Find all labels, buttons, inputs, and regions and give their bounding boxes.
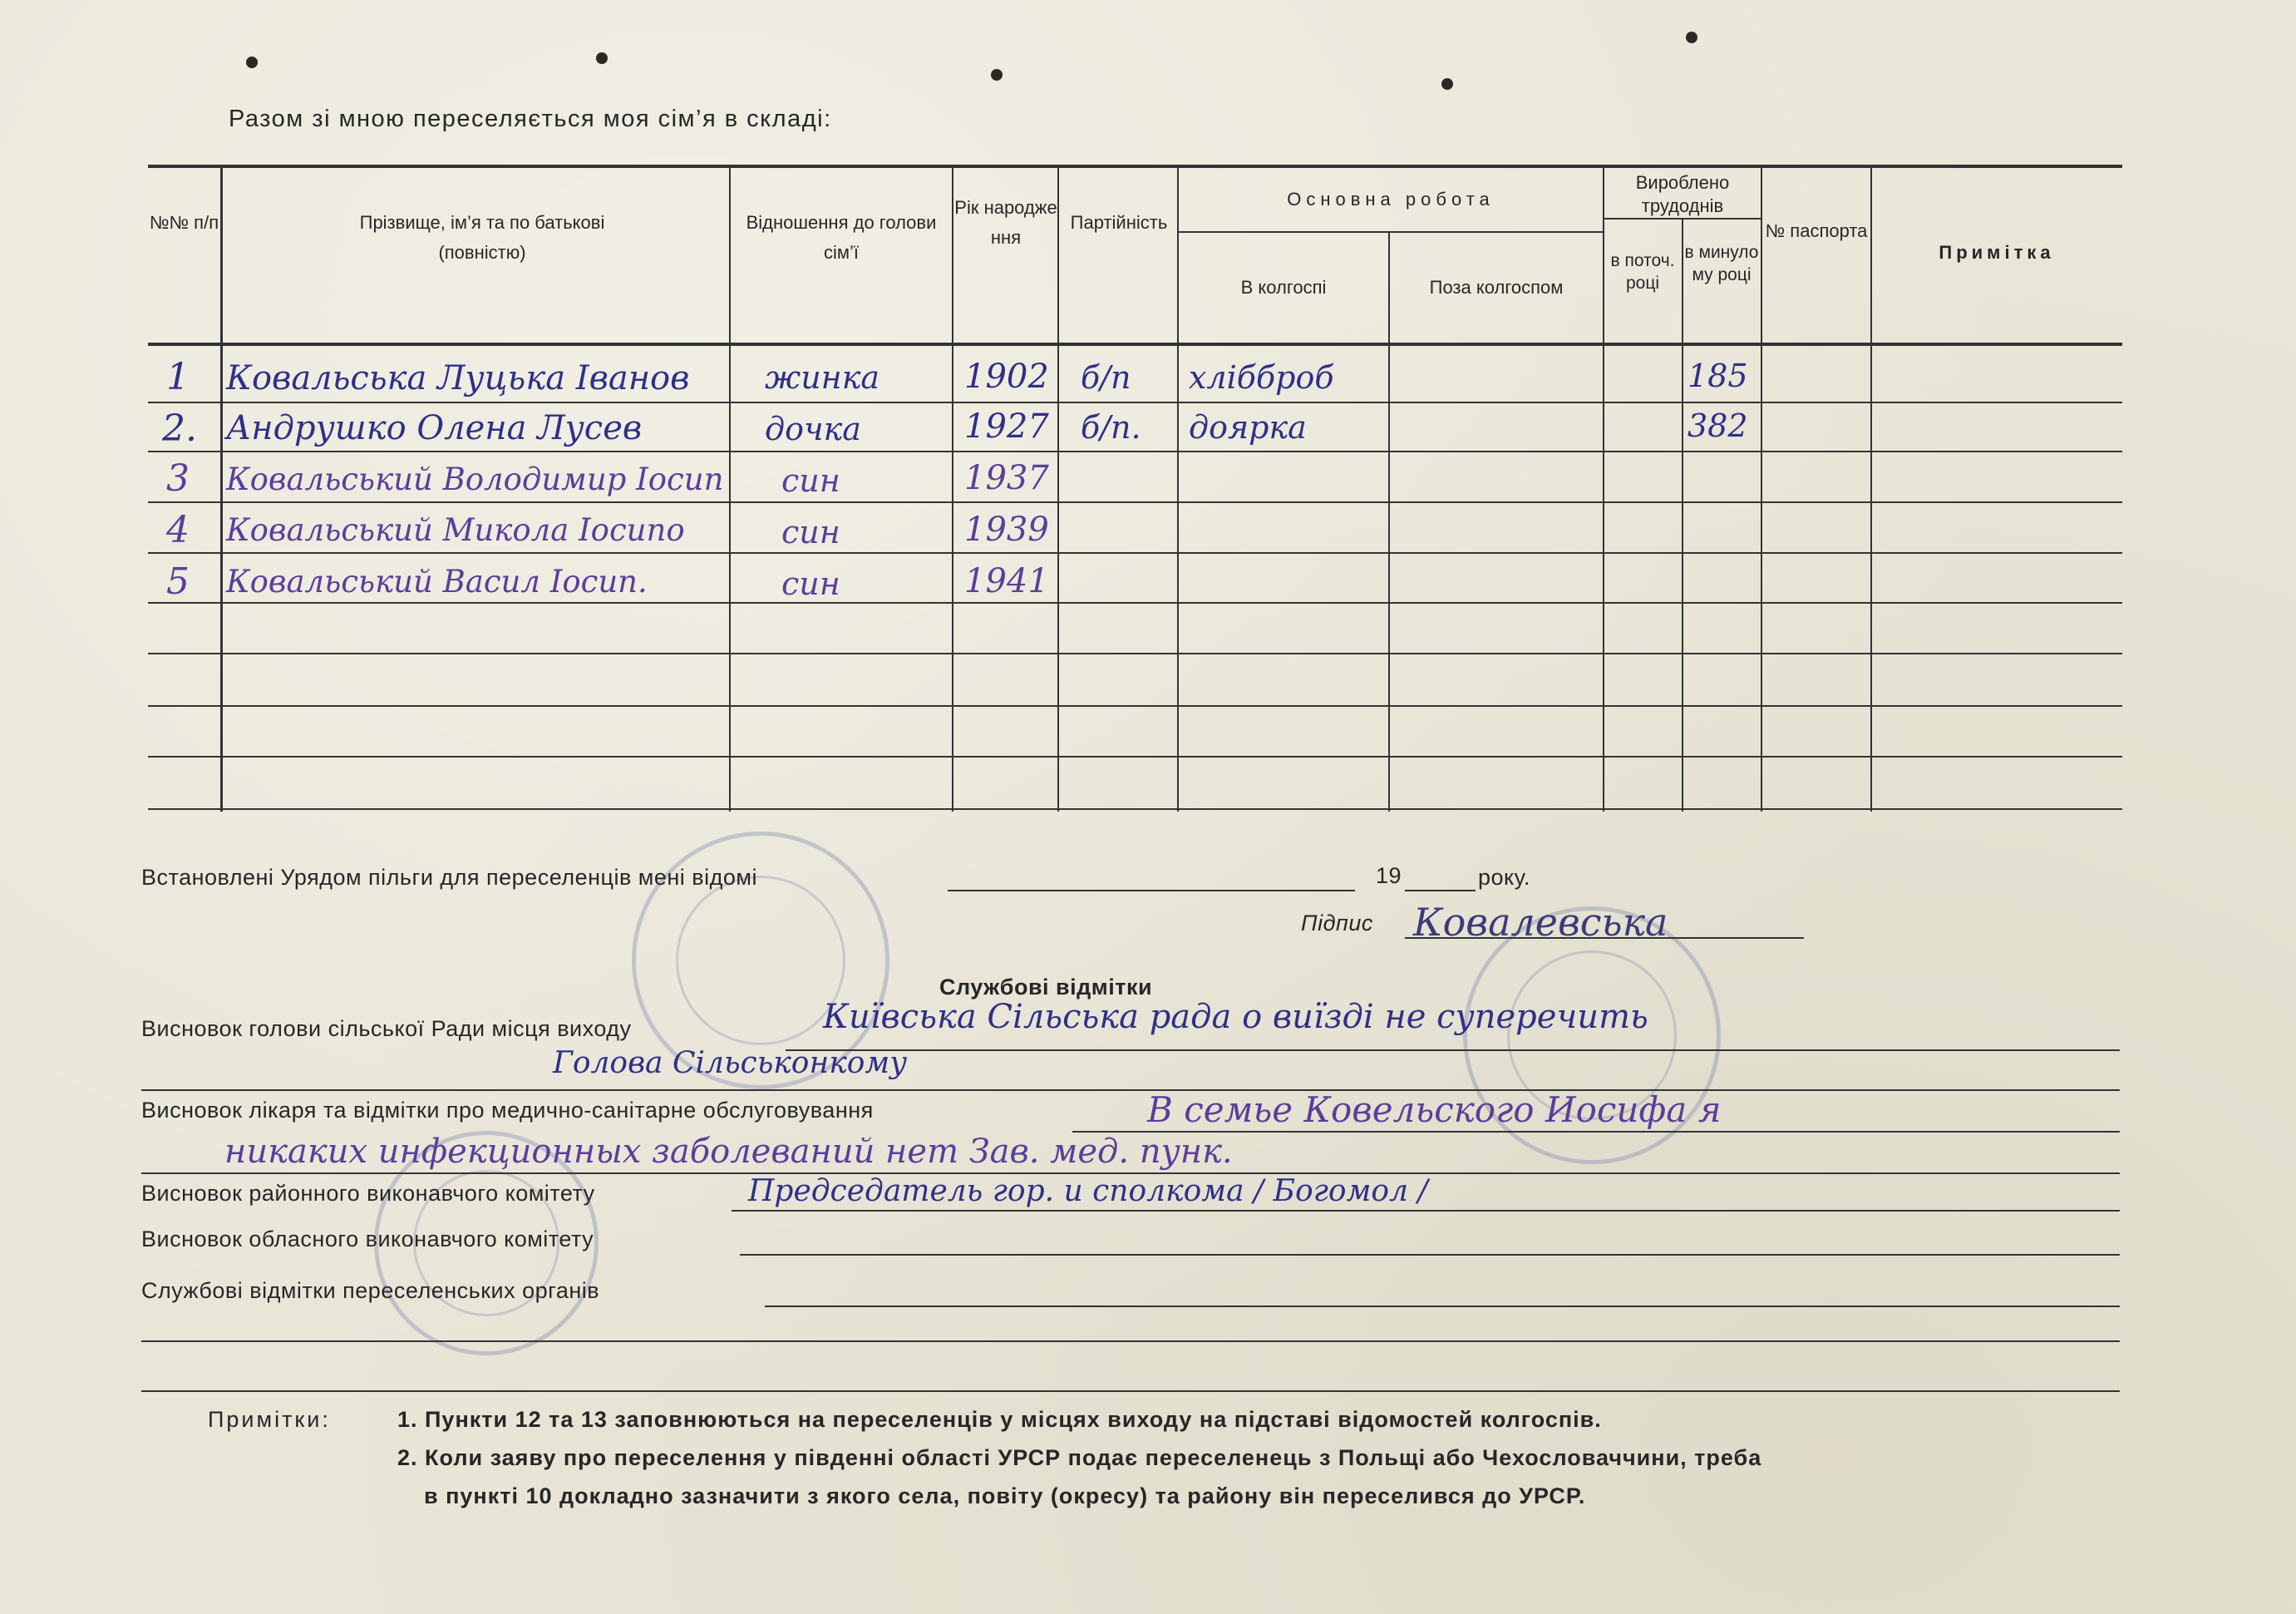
intro-text: Разом зі мною переселяється моя сім’я в складі:	[229, 106, 832, 132]
village-label: Висновок голови сільської Ради місця виходу	[141, 1016, 632, 1041]
oblast-label: Висновок обласного виконавчого комітету	[141, 1227, 594, 1251]
signature: Ковалевська	[1413, 900, 1668, 945]
header-name: Прізвище, ім’я та по батькові (повністю)	[359, 212, 605, 263]
row-relation: син	[781, 462, 840, 499]
doctor-label: Висновок лікаря та відмітки про медично-санітарне обслуговування	[141, 1098, 874, 1123]
header-year: Рік народження	[954, 197, 1057, 248]
row-year: 1939	[964, 511, 1049, 549]
benefits-year-suffix: року.	[1478, 865, 1530, 890]
row-year: 1927	[964, 407, 1049, 446]
header-workdays: Вироблено трудоднів	[1635, 172, 1730, 216]
resettle-label: Службові відмітки переселенських органів	[141, 1278, 600, 1303]
row-relation: син	[781, 514, 840, 550]
note-2b: в пункті 10 докладно зазначити з якого села, повіту (окресу) та району він переселився до УРСР.	[424, 1483, 1586, 1508]
row-name: Ковальський Микола Іосипо	[226, 512, 685, 548]
header-last-year: в минулому році	[1684, 243, 1759, 284]
row-year: 1902	[964, 358, 1049, 396]
row-relation: жинка	[765, 359, 880, 396]
note-2a: 2. Коли заяву про переселення у південні області УРСР подає переселенець з Польщі або Чехословаччини, треба	[397, 1445, 1762, 1470]
row-party: б/п	[1081, 359, 1131, 396]
district-conclusion: Председатель гор. и сполкома / Богомол /	[748, 1174, 1428, 1208]
row-year: 1937	[964, 459, 1049, 497]
header-party: Партійність	[1070, 212, 1168, 233]
row-num: 1	[166, 356, 190, 398]
header-in-kolkhoz: В колгоспі	[1240, 277, 1327, 298]
row-name: Ковальський Васил Іосип.	[226, 564, 648, 600]
row-num: 4	[166, 509, 190, 551]
row-workdays-last: 382	[1688, 407, 1748, 444]
official-title: Службові відмітки	[939, 975, 1153, 999]
row-relation: син	[781, 565, 840, 602]
header-note: Примітка	[1939, 242, 2055, 263]
row-name: Ковальська Луцька Іванов	[226, 359, 690, 397]
header-current-year: в поточ. році	[1610, 251, 1675, 293]
row-party: б/п.	[1081, 409, 1141, 446]
district-label: Висновок районного виконавчого комітету	[141, 1181, 595, 1206]
header-outside: Поза колгоспом	[1429, 277, 1564, 298]
benefits-label: Встановлені Урядом пільги для переселенців мені відомі	[141, 865, 757, 890]
notes-prefix: Примітки:	[208, 1407, 331, 1432]
punch-hole	[1686, 32, 1697, 43]
row-num: 3	[166, 457, 190, 500]
header-main-work: Основна робота	[1287, 189, 1495, 210]
benefits-year-prefix: 19	[1376, 863, 1402, 888]
row-work: доярка	[1189, 409, 1307, 446]
header-passport: № паспорта	[1765, 220, 1868, 241]
punch-hole	[596, 52, 608, 64]
row-relation: дочка	[765, 411, 861, 447]
signature-label: Підпис	[1301, 911, 1373, 935]
header-relation: Відношення до голови сім’ї	[746, 212, 937, 263]
doctor-conclusion-1: В семье Ковельского Иосифа я	[1147, 1089, 1722, 1130]
header-num: №№ п/п	[149, 212, 219, 233]
punch-hole	[991, 69, 1003, 81]
note-1: 1. Пункти 12 та 13 заповнюються на переселенців у місцях виходу на підставі відомостей колгоспів.	[397, 1407, 1602, 1432]
doctor-conclusion-2: никаких инфекционных заболеваний нет Зав. мед. пунк.	[224, 1133, 1233, 1171]
punch-hole	[1441, 78, 1453, 90]
row-name: Андрушко Олена Лусев	[226, 409, 643, 447]
punch-hole	[246, 57, 258, 68]
row-num: 2.	[162, 407, 197, 450]
row-workdays-last: 185	[1688, 358, 1748, 394]
row-work: хлібброб	[1189, 359, 1334, 396]
row-num: 5	[166, 560, 190, 603]
row-year: 1941	[964, 562, 1049, 600]
village-signature: Голова Сільськонкому	[553, 1046, 908, 1080]
row-name: Ковальський Володимир Іосип	[226, 461, 724, 497]
village-conclusion: Київська Сільська рада о виїзді не суперечить	[823, 998, 1648, 1036]
